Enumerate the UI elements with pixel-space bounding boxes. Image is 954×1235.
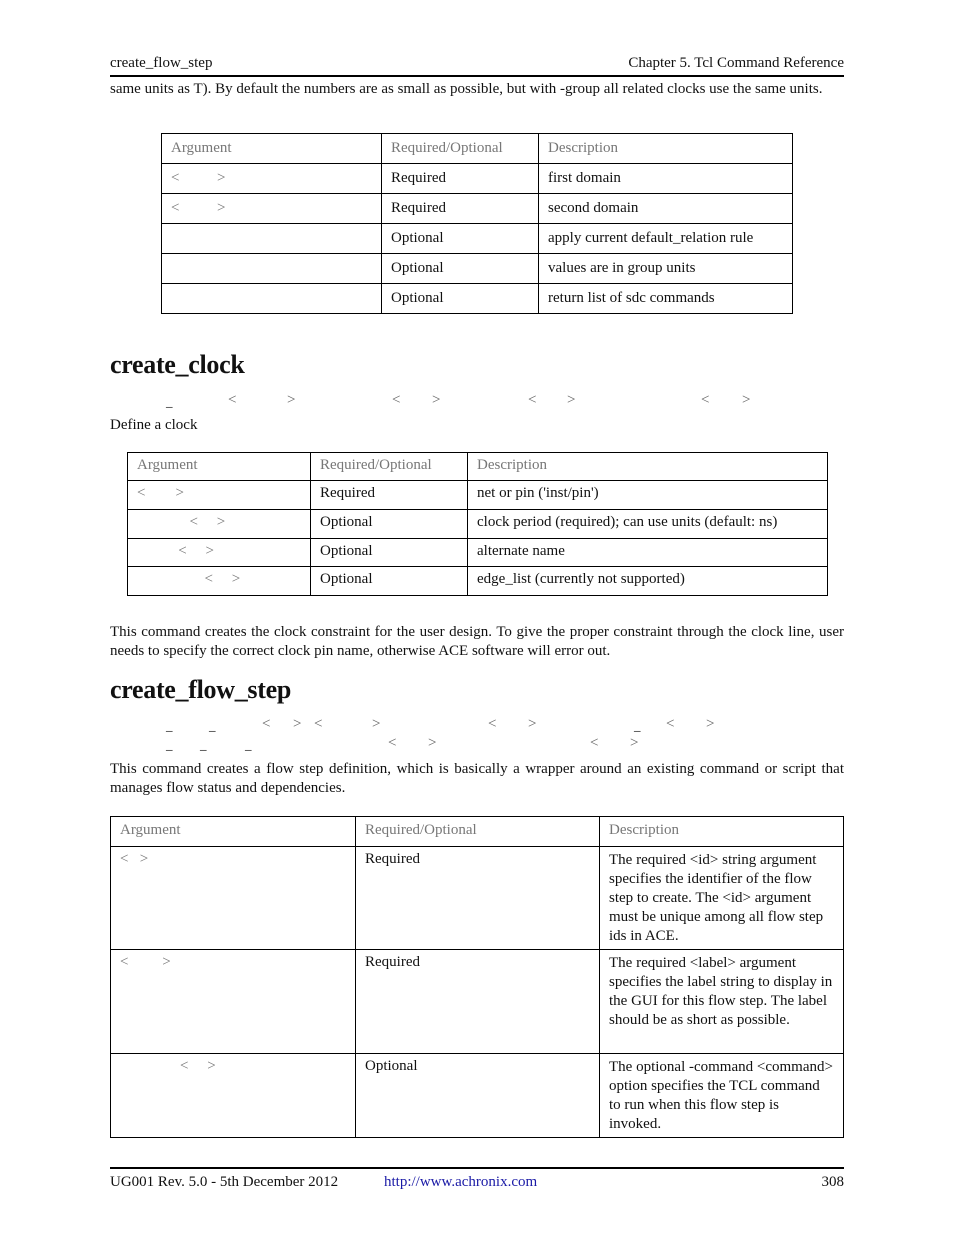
synopsis-underscore: _ — [166, 737, 173, 752]
synopsis-gt: > — [706, 716, 715, 732]
col-header-description: Description — [600, 817, 844, 847]
synopsis-underscore: _ — [200, 737, 207, 752]
required-cell: Required — [356, 950, 600, 1054]
argument-cell: < > — [128, 539, 311, 567]
col-header-required: Required/Optional — [356, 817, 600, 847]
synopsis-gt: > — [293, 716, 302, 732]
required-cell: Optional — [311, 510, 468, 539]
table-row — [162, 284, 793, 314]
col-header-description: Description — [539, 134, 793, 164]
col-header-argument: Argument — [128, 453, 311, 481]
col-header-argument: Argument — [162, 134, 382, 164]
description-cell: edge_list (currently not supported) — [468, 567, 828, 596]
description-cell: The required <id> string argument specifies the identifier of the flow step to create. The <id> argument must be unique among all flow step ids in ACE. — [600, 847, 844, 950]
intro-paragraph: same units as T). By default the numbers are as small as possible, but with -group all related clocks use the same units. — [110, 81, 823, 97]
required-cell: Required — [382, 164, 539, 194]
section-title-create-flow-step: create_flow_step — [110, 675, 291, 704]
argument-table-previous — [161, 133, 793, 314]
table-row — [162, 254, 793, 284]
synopsis-underscore: _ — [166, 718, 173, 733]
table-row — [111, 950, 844, 1054]
argument-table-create-clock — [127, 452, 828, 596]
table-row — [128, 567, 828, 596]
synopsis-underscore: _ — [245, 737, 252, 752]
footer-rule — [110, 1167, 844, 1169]
create-clock-description: Define a clock — [110, 417, 198, 433]
description-cell: first domain — [539, 164, 793, 194]
description-cell: The required <label> argument specifies the label string to display in the GUI for this flow step. The label should be as short as possible. — [600, 950, 844, 1054]
argument-cell: < > — [128, 567, 311, 596]
argument-cell: < > — [128, 481, 311, 510]
col-header-argument: Argument — [111, 817, 356, 847]
synopsis-gt: > — [287, 392, 296, 408]
header-rule — [110, 75, 844, 77]
argument-cell: < > — [111, 847, 356, 950]
description-cell: values are in group units — [539, 254, 793, 284]
synopsis-lt: < — [590, 735, 599, 751]
table-row — [128, 539, 828, 567]
synopsis-lt: < — [392, 392, 401, 408]
description-cell: apply current default_relation rule — [539, 224, 793, 254]
required-cell: Optional — [382, 224, 539, 254]
synopsis-lt: < — [528, 392, 537, 408]
table-row — [111, 847, 844, 950]
synopsis-lt: < — [228, 392, 237, 408]
synopsis-gt: > — [742, 392, 751, 408]
required-cell: Optional — [356, 1054, 600, 1138]
description-cell: second domain — [539, 194, 793, 224]
create-clock-paragraph: This command creates the clock constraint for the user design. To give the proper constraint through the clock line, user needs to specify the correct clock pin name, otherwise ACE software will error out. — [110, 624, 844, 659]
synopsis-gt: > — [567, 392, 576, 408]
synopsis-gt: > — [372, 716, 381, 732]
table-row — [162, 224, 793, 254]
footer-doc-revision: UG001 Rev. 5.0 - 5th December 2012 — [110, 1174, 339, 1190]
required-cell: Required — [311, 481, 468, 510]
argument-table-create-flow-step — [110, 816, 844, 1138]
description-cell: clock period (required); can use units (default: ns) — [468, 510, 828, 539]
required-cell: Optional — [382, 254, 539, 284]
synopsis-gt: > — [528, 716, 537, 732]
argument-cell: < > — [111, 950, 356, 1054]
col-header-description: Description — [468, 453, 828, 481]
required-cell: Optional — [311, 539, 468, 567]
synopsis-underscore: _ — [166, 394, 173, 409]
synopsis-lt: < — [262, 716, 271, 732]
synopsis-gt: > — [428, 735, 437, 751]
argument-cell: < > — [162, 194, 382, 224]
description-cell: net or pin ('inst/pin') — [468, 481, 828, 510]
table-row — [162, 164, 793, 194]
table-row — [128, 510, 828, 539]
description-cell: alternate name — [468, 539, 828, 567]
synopsis-underscore: _ — [209, 718, 216, 733]
argument-cell — [162, 284, 382, 314]
synopsis-lt: < — [666, 716, 675, 732]
description-cell: The optional -command <command> option specifies the TCL command to run when this flow step is invoked. — [600, 1054, 844, 1138]
running-header-section: create_flow_step — [110, 55, 213, 71]
argument-cell: < > — [111, 1054, 356, 1138]
required-cell: Required — [382, 194, 539, 224]
required-cell: Optional — [311, 567, 468, 596]
synopsis-gt: > — [432, 392, 441, 408]
create-flow-step-paragraph: This command creates a flow step definition, which is basically a wrapper around an existing command or script that manages flow status and dependencies. — [110, 761, 844, 796]
table-row — [128, 481, 828, 510]
table-row — [162, 194, 793, 224]
create-clock-synopsis — [110, 392, 844, 412]
running-header-chapter: Chapter 5. Tcl Command Reference — [628, 55, 844, 71]
synopsis-gt: > — [630, 735, 639, 751]
section-title-create-clock: create_clock — [110, 350, 245, 379]
argument-cell — [162, 224, 382, 254]
synopsis-lt: < — [388, 735, 397, 751]
create-flow-step-synopsis-line-1 — [110, 716, 844, 736]
col-header-required: Required/Optional — [311, 453, 468, 481]
footer-website-link[interactable]: http://www.achronix.com — [384, 1174, 538, 1190]
create-flow-step-synopsis-line-2 — [110, 735, 844, 755]
argument-cell: < > — [128, 510, 311, 539]
synopsis-lt: < — [314, 716, 323, 732]
synopsis-lt: < — [701, 392, 710, 408]
required-cell: Optional — [382, 284, 539, 314]
argument-cell: < > — [162, 164, 382, 194]
table-row — [111, 1054, 844, 1138]
col-header-required: Required/Optional — [382, 134, 539, 164]
description-cell: return list of sdc commands — [539, 284, 793, 314]
synopsis-lt: < — [488, 716, 497, 732]
argument-cell — [162, 254, 382, 284]
synopsis-underscore: _ — [634, 718, 641, 733]
required-cell: Required — [356, 847, 600, 950]
page-number: 308 — [821, 1174, 844, 1190]
